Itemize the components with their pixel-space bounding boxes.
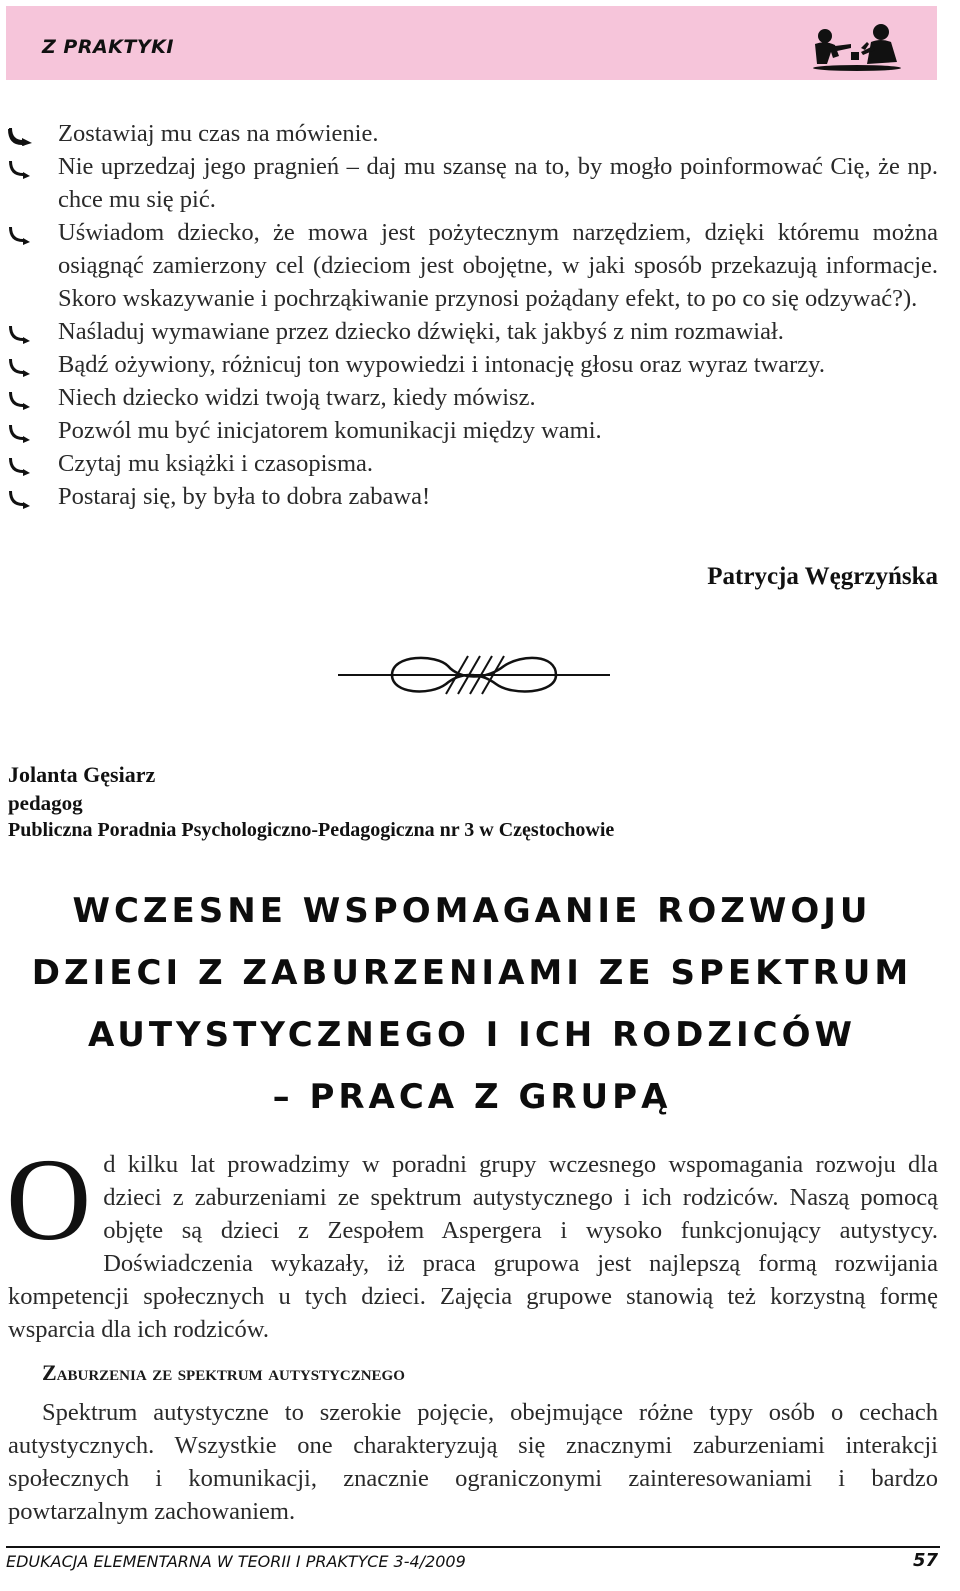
tips-list bbox=[6, 117, 938, 513]
intro-paragraph bbox=[6, 1134, 938, 1346]
list-item-text: Uświadom dziecko, że mowa jest pożytecznym narzędziem, dzięki któremu można osiągnąć zamierzony cel (dzieciom jest obojętne, w jaki sposób przekazują informacje. Skoro wskazywanie i pochrząkiwanie przynosi pożądany efekt, to po co się odzywać?). bbox=[58, 219, 938, 312]
list-item-text: Niech dziecko widzi twoją twarz, kiedy mówisz. bbox=[58, 384, 536, 411]
page-number: 57 bbox=[912, 1550, 938, 1571]
previous-article-author: Patrycja Węgrzyńska bbox=[707, 563, 938, 590]
article-byline bbox=[8, 760, 614, 844]
list-item-text: Naśladuj wymawiane przez dziecko dźwięki, tak jakbyś z nim rozmawiał. bbox=[58, 318, 784, 345]
list-item-text: Nie uprzedzaj jego pragnień – daj mu szansę na to, by mogło poinformować Cię, że np. chce mu się pić. bbox=[58, 153, 938, 213]
arrow-bullet-icon bbox=[8, 390, 34, 410]
flourish-divider bbox=[336, 646, 612, 704]
arrow-bullet-icon bbox=[8, 456, 34, 476]
author-institution: Publiczna Poradnia Psychologiczno-Pedagogiczna nr 3 w Częstochowie bbox=[8, 819, 615, 841]
section-header-bar bbox=[6, 6, 937, 80]
journal-footer: EDUKACJA ELEMENTARNA W TEORII I PRAKTYCE 3-4/2009 bbox=[6, 1552, 466, 1571]
author-name: Jolanta Gęsiarz bbox=[8, 762, 156, 787]
section-label: Z PRAKTYKI bbox=[42, 36, 174, 58]
footer-rule bbox=[6, 1546, 940, 1548]
intro-text: d kilku lat prowadzimy w poradni grupy wczesnego wspomagania rozwoju dla dzieci z zaburzeniami ze spektrum autystycznego i ich rodziców. Naszą pomocą objęte są dzieci z Zespołem Aspergera i wysoko funkcjonujący autystycy. Doświadczenia wykazały, iż praca grupowa jest najlepszą formą rozwijania kompetencji społecznych u tych dzieci. Zajęcia grupowe stanowią też korzystną formę wsparcia dla ich rodziców. bbox=[8, 1151, 938, 1343]
arrow-bullet-icon bbox=[8, 357, 34, 377]
title-line: WCZESNE WSPOMAGANIE ROZWOJU bbox=[72, 891, 872, 931]
arrow-bullet-icon bbox=[8, 324, 34, 344]
list-item-text: Pozwól mu być inicjatorem komunikacji między wami. bbox=[58, 417, 602, 444]
list-item-text: Zostawiaj mu czas na mówienie. bbox=[58, 120, 379, 147]
arrow-bullet-icon bbox=[8, 489, 34, 509]
children-playing-illustration bbox=[807, 18, 907, 74]
article-title bbox=[6, 880, 938, 1128]
list-item bbox=[6, 216, 938, 315]
list-item-text: Bądź ożywiony, różnicuj ton wypowiedzi i intonację głosu oraz wyraz twarzy. bbox=[58, 351, 825, 378]
list-item bbox=[6, 117, 938, 150]
list-item-text: Postaraj się, by była to dobra zabawa! bbox=[58, 483, 431, 510]
arrow-bullet-icon bbox=[8, 126, 34, 146]
title-line: – PRACA Z GRUPĄ bbox=[272, 1077, 672, 1117]
list-item bbox=[6, 315, 938, 348]
list-item bbox=[6, 480, 938, 513]
arrow-bullet-icon bbox=[8, 423, 34, 443]
arrow-bullet-icon bbox=[8, 159, 34, 179]
title-line: AUTYSTYCZNEGO I ICH RODZICÓW bbox=[87, 1015, 857, 1055]
title-line: DZIECI Z ZABURZENIAMI ZE SPEKTRUM bbox=[31, 953, 913, 993]
arrow-bullet-icon bbox=[8, 225, 34, 245]
list-item bbox=[6, 447, 938, 480]
author-role: pedagog bbox=[8, 791, 83, 815]
list-item bbox=[6, 414, 938, 447]
drop-cap: O bbox=[6, 1134, 92, 1265]
list-item-text: Czytaj mu książki i czasopisma. bbox=[58, 450, 374, 477]
section-heading: Zaburzenia ze spektrum autystycznego bbox=[42, 1360, 405, 1385]
list-item bbox=[6, 348, 938, 381]
section-paragraph: Spektrum autystyczne to szerokie pojęcie, obejmujące różne typy osób o cechach autystycznych. Wszystkie one charakteryzują się znacznymi zaburzeniami interakcji społecznych i komunikacji, znacznie ograniczonymi zainteresowaniami i bardzo powtarzalnym zachowaniem. bbox=[8, 1399, 938, 1525]
list-item bbox=[6, 150, 938, 216]
list-item bbox=[6, 381, 938, 414]
